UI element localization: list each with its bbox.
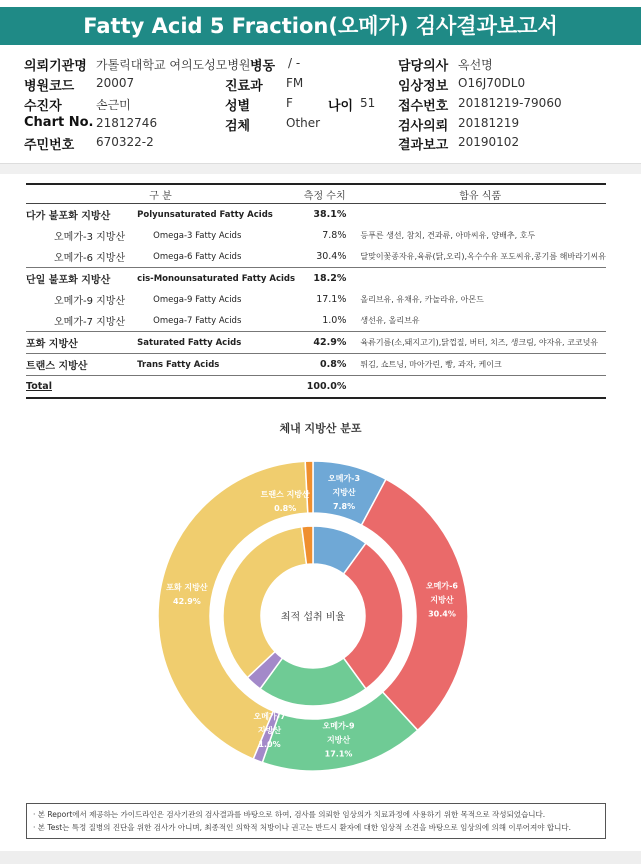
age-label: 나이 bbox=[328, 99, 354, 114]
age-value: 51 bbox=[360, 96, 376, 110]
total-row bbox=[26, 376, 606, 399]
row-foods: 생선유, 올리브유 bbox=[360, 316, 420, 325]
header-category: 구 분 bbox=[26, 184, 295, 204]
outer-slice-label: 오메가-3 bbox=[328, 473, 361, 483]
chart-no-value: 21812746 bbox=[96, 116, 158, 130]
report-date-value: 20190102 bbox=[458, 135, 520, 149]
outer-slice-label: 오메가-6 bbox=[425, 581, 459, 591]
header-foods: 함유 식품 bbox=[354, 184, 606, 204]
specimen-value: Other bbox=[286, 116, 321, 130]
row-name-ko: 단일 불포화 지방산 bbox=[26, 268, 137, 290]
note-1: · 본 Report에서 제공하는 가이드라인은 검사기관의 검사결과를 바탕으로 하여, 검사를 의뢰한 임상의가 치료과정에 사용하기 위한 목적으로 작성되었습니다. bbox=[33, 810, 546, 819]
inner-slice bbox=[223, 527, 306, 678]
table-row bbox=[26, 225, 606, 246]
row-name-ko: 오메가-6 지방산 bbox=[54, 253, 126, 264]
table-row bbox=[26, 354, 606, 376]
doctor-label: 담당의사 bbox=[398, 59, 449, 74]
institution-value: 가톨릭대학교 여의도성모병원 bbox=[96, 58, 251, 72]
row-name-ko: 오메가-3 지방산 bbox=[54, 232, 126, 243]
fatty-acid-donut-chart bbox=[0, 432, 641, 802]
table-row bbox=[26, 246, 606, 268]
row-name-ko: 오메가-9 지방산 bbox=[54, 296, 126, 307]
table-row bbox=[26, 332, 606, 354]
patient-value: 손근미 bbox=[96, 98, 131, 112]
row-foods: 달맞이꽃종자유,육류(닭,오리),옥수수유 포도씨유,콩기름 해바라기씨유 bbox=[360, 252, 606, 261]
clinical-label: 임상정보 bbox=[398, 79, 449, 94]
row-name-en: Omega-3 Fatty Acids bbox=[153, 230, 242, 241]
ward-label: 병동 bbox=[250, 59, 276, 74]
id-value: 670322-2 bbox=[96, 135, 154, 149]
row-foods: 튀김, 쇼트닝, 마아가린, 빵, 과자, 케이크 bbox=[354, 354, 606, 376]
chart-title: 체내 지방산 분포 bbox=[279, 422, 362, 435]
table-row bbox=[26, 289, 606, 310]
clinical-value: O16J70DL0 bbox=[458, 76, 526, 90]
row-name-ko: 트랜스 지방산 bbox=[26, 354, 137, 376]
outer-slice-label: 지방산 bbox=[326, 735, 351, 745]
hospital-code-value: 20007 bbox=[96, 76, 135, 90]
row-value: 30.4% bbox=[316, 251, 347, 262]
request-date-value: 20181219 bbox=[458, 116, 520, 130]
row-name-en: Omega-6 Fatty Acids bbox=[153, 251, 242, 262]
row-name-ko: 오메가-7 지방산 bbox=[54, 317, 126, 328]
outer-slice-label: 오메가-9 bbox=[322, 721, 355, 731]
outer-slice-label: 0.8% bbox=[274, 504, 297, 514]
header-value: 측정 수치 bbox=[295, 184, 354, 204]
outer-slice-label: 7.8% bbox=[332, 501, 356, 511]
row-value: 17.1% bbox=[316, 294, 347, 305]
receipt-value: 20181219-79060 bbox=[458, 96, 562, 110]
sex-value: F bbox=[286, 96, 293, 110]
chart-no-label: Chart No. bbox=[24, 115, 94, 130]
row-name-ko: 포화 지방산 bbox=[26, 332, 137, 354]
report-date-label: 결과보고 bbox=[398, 138, 449, 153]
row-foods bbox=[354, 204, 606, 226]
hospital-code-label: 병원코드 bbox=[24, 79, 75, 94]
note-2: · 본 Test는 특정 질병의 진단을 위한 검사가 아니며, 최종적인 의학적 처방이나 권고는 반드시 환자에 대한 임상적 소견을 바탕으로 임상의에 의해 이루어져야 합니다. bbox=[33, 823, 572, 832]
institution-label: 의뢰기관명 bbox=[24, 59, 87, 74]
report-title: Fatty Acid 5 Fraction(오메가) 검사결과보고서 bbox=[0, 7, 641, 45]
outer-slice-label: 포화 지방산 bbox=[166, 582, 208, 592]
row-value: 42.9% bbox=[295, 332, 354, 354]
outer-slice-label: 17.1% bbox=[324, 749, 353, 759]
sex-label: 성별 bbox=[225, 99, 251, 114]
row-foods: 올리브유, 유채유, 카놀라유, 아몬드 bbox=[360, 295, 484, 304]
department-value: FM bbox=[286, 76, 304, 90]
inner-slice bbox=[344, 543, 403, 689]
row-name-en: Omega-7 Fatty Acids bbox=[153, 315, 242, 326]
row-value: 18.2% bbox=[295, 268, 354, 290]
department-label: 진료과 bbox=[225, 79, 263, 94]
doctor-value: 옥선명 bbox=[458, 58, 493, 72]
id-label: 주민번호 bbox=[24, 138, 75, 153]
row-foods: 육류기름(소,돼지고기),닭껍질, 버터, 치즈, 생크림, 야자유, 코코넛유 bbox=[354, 332, 606, 354]
outer-slice-label: 지방산 bbox=[332, 487, 356, 497]
outer-slice-label: 오메가-7 bbox=[253, 711, 286, 721]
row-value: 38.1% bbox=[295, 204, 354, 226]
row-name-en: Omega-9 Fatty Acids bbox=[153, 294, 242, 305]
table-row bbox=[26, 268, 606, 290]
patient-info-section bbox=[0, 53, 641, 163]
outer-slice-label: 42.9% bbox=[173, 596, 201, 606]
outer-slice-label: 30.4% bbox=[428, 609, 456, 619]
row-value: 1.0% bbox=[322, 315, 347, 326]
fatty-acid-table bbox=[26, 183, 606, 399]
patient-label: 수진자 bbox=[24, 99, 62, 114]
specimen-label: 검체 bbox=[225, 119, 251, 134]
center-label: 최적 섭취 비율 bbox=[280, 612, 346, 623]
table-row bbox=[26, 310, 606, 332]
disclaimer-notes bbox=[26, 803, 606, 839]
outer-slice-label: 지방산 bbox=[430, 595, 454, 605]
total-label: Total bbox=[26, 376, 137, 399]
outer-slice-label: 트랜스 지방산 bbox=[260, 490, 310, 500]
row-foods: 등푸른 생선, 참치, 견과류, 아마씨유, 양배추, 호두 bbox=[360, 231, 536, 240]
outer-slice bbox=[262, 692, 417, 771]
row-name-ko: 다가 불포화 지방산 bbox=[26, 204, 137, 226]
page-footer-strip bbox=[0, 851, 641, 864]
section-divider bbox=[0, 163, 641, 174]
row-name-en: Trans Fatty Acids bbox=[137, 354, 295, 376]
table-row bbox=[26, 204, 606, 226]
row-value: 7.8% bbox=[322, 230, 347, 241]
receipt-label: 접수번호 bbox=[398, 99, 449, 114]
row-foods bbox=[354, 268, 606, 290]
row-name-en: Polyunsaturated Fatty Acids bbox=[137, 204, 295, 226]
outer-slice-label: 1.0% bbox=[258, 739, 281, 749]
total-value: 100.0% bbox=[295, 376, 354, 399]
outer-slice-label: 지방산 bbox=[257, 725, 282, 735]
row-name-en: cis-Monounsaturated Fatty Acids bbox=[137, 268, 295, 290]
request-date-label: 검사의뢰 bbox=[398, 119, 449, 134]
ward-value: / - bbox=[288, 56, 301, 70]
row-name-en: Saturated Fatty Acids bbox=[137, 332, 295, 354]
row-value: 0.8% bbox=[295, 354, 354, 376]
